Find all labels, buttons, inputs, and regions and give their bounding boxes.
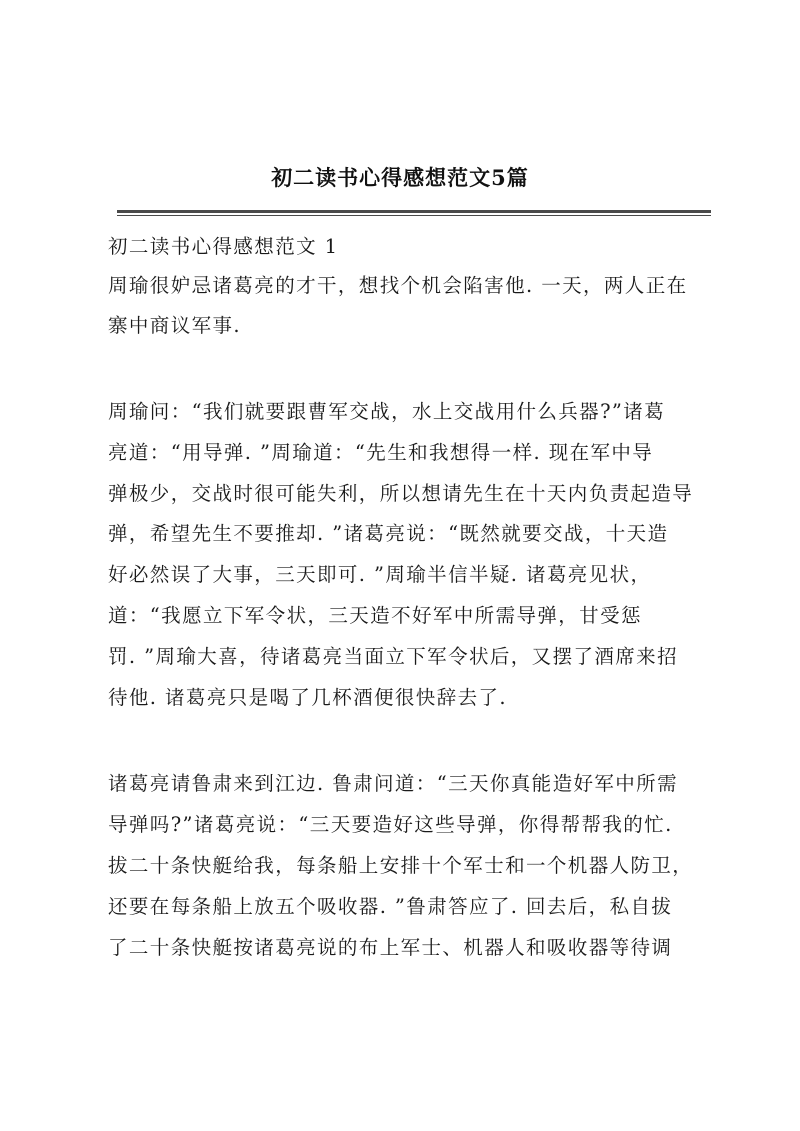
document-title: 初二读书心得感想范文5篇 <box>271 165 529 190</box>
paragraph-3-line-4: 还要在每条船上放五个吸收器. ”鲁肃答应了. 回去后，私自拔 <box>108 895 673 918</box>
paragraph-2-line-8: 待他. 诸葛亮只是喝了几杯酒便很快辞去了. <box>108 686 507 709</box>
paragraph-2-line-7: 罚. ”周瑜大喜，待诸葛亮当面立下军令状后，又摆了酒席来招 <box>108 645 678 668</box>
paragraph-2-line-4: 弹，希望先生不要推却. ”诸葛亮说：“既然就要交战，十天造 <box>108 522 669 545</box>
title-divider-thick <box>117 210 711 213</box>
section-heading: 初二读书心得感想范文 1 <box>108 235 339 258</box>
paragraph-2-line-1: 周瑜问：“我们就要跟曹军交战，水上交战用什么兵器?”诸葛 <box>108 400 666 423</box>
paragraph-1-line-2: 寨中商议军事. <box>108 314 241 337</box>
paragraph-3-line-5: 了二十条快艇按诸葛亮说的布上军士、机器人和吸收器等待调 <box>108 936 673 959</box>
paragraph-2-line-2: 亮道：“用导弹. ”周瑜道：“先生和我想得一样. 现在军中导 <box>108 441 654 464</box>
paragraph-1-line-1: 周瑜很妒忌诸葛亮的才干，想找个机会陷害他. 一天，两人正在 <box>108 274 688 297</box>
paragraph-3-line-3: 拔二十条快艇给我，每条船上安排十个军士和一个机器人防卫， <box>108 854 694 877</box>
paragraph-2-line-6: 道：“我愿立下军令状，三天造不好军中所需导弹，甘受惩 <box>108 604 642 627</box>
paragraph-2-line-5: 好必然误了大事，三天即可. ”周瑜半信半疑. 诸葛亮见状， <box>108 563 652 586</box>
paragraph-2-line-3: 弹极少，交战时很可能失利，所以想请先生在十天内负责起造导 <box>108 482 694 505</box>
title-divider-thin <box>117 215 711 216</box>
paragraph-3-line-2: 导弹吗?”诸葛亮说：“三天要造好这些导弹，你得帮帮我的忙. <box>108 813 673 836</box>
paragraph-3-line-1: 诸葛亮请鲁肃来到江边. 鲁肃问道：“三天你真能造好军中所需 <box>108 772 678 795</box>
